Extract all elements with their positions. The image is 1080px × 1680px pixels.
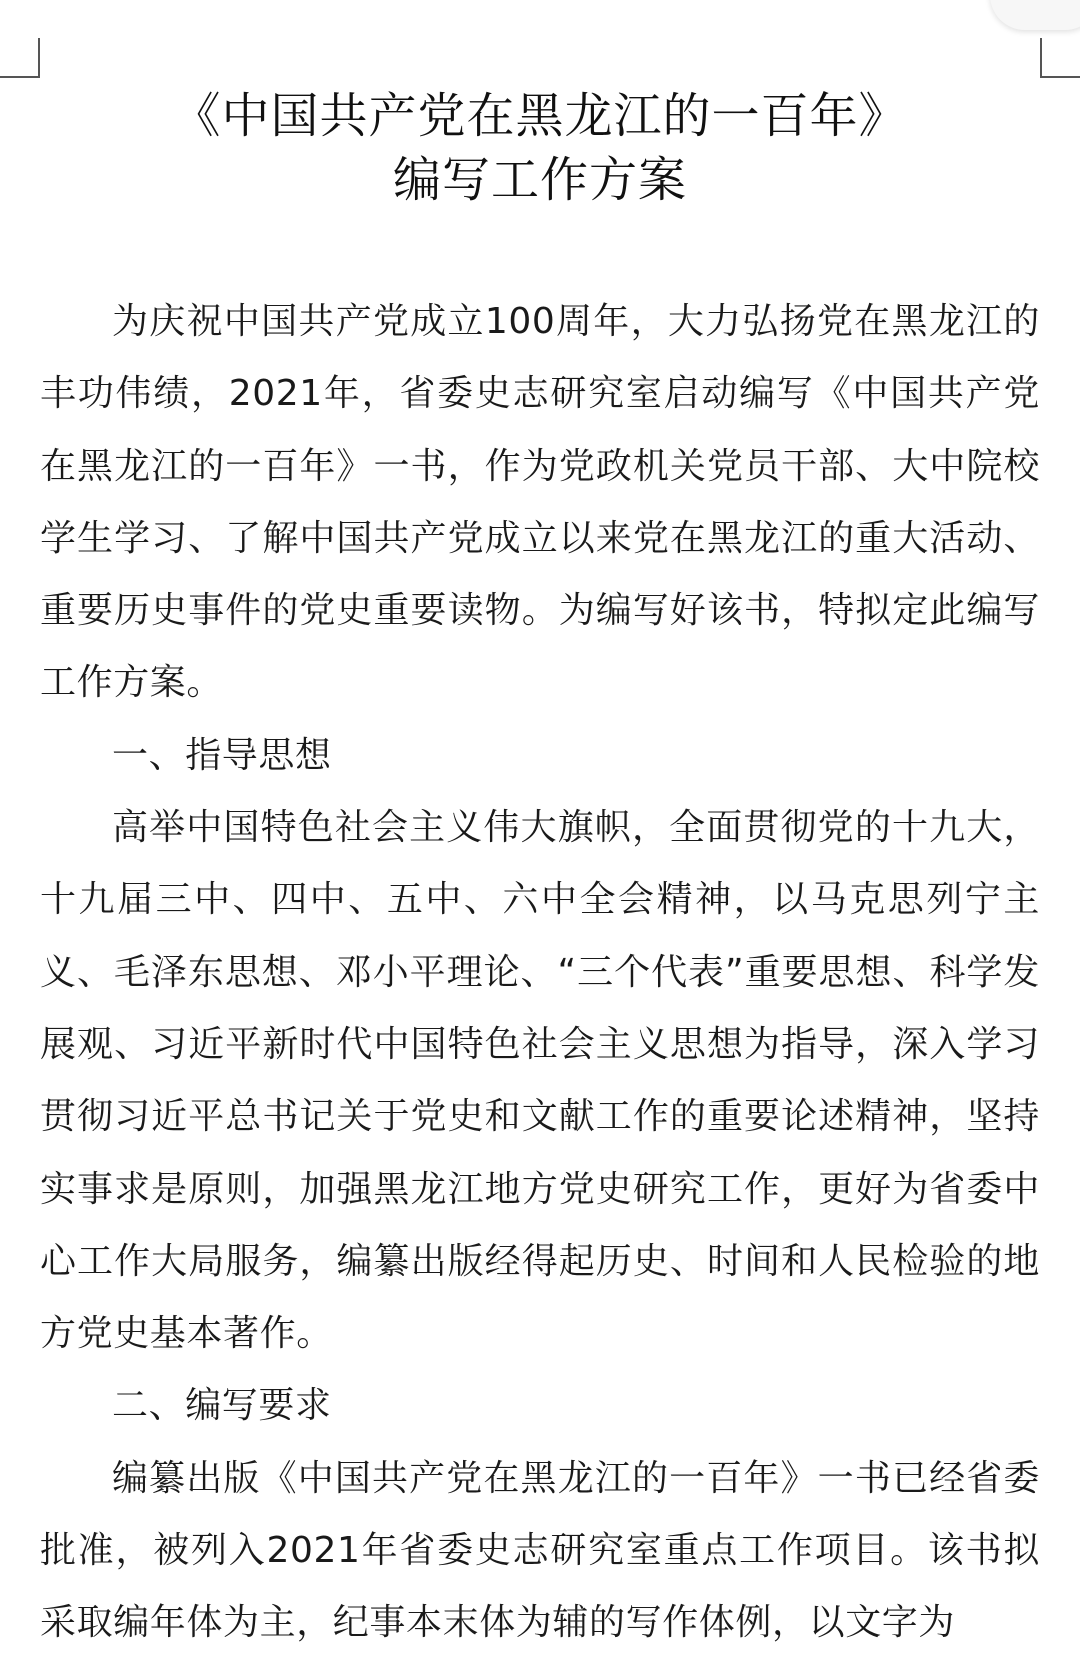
- section-heading-guiding-ideology: 一、指导思想: [112, 734, 332, 776]
- crop-mark-top-right: [1040, 38, 1080, 78]
- document-body: [40, 286, 1040, 1660]
- section-heading-writing-requirements: 二、编写要求: [112, 1385, 332, 1427]
- intro-paragraph: 为庆祝中国共产党成立100周年，大力弘扬党在黑龙江的丰功伟绩，2021年，省委史志研究室启动编写《中国共产党在黑龙江的一百年》一书，作为党政机关党员干部、大中院校学生学习、了解中国共产党成立以来党在黑龙江的重大活动、重要历史事件的党史重要读物。为编写好该书，特拟定此编写工作方案。: [40, 301, 1040, 704]
- title-line-2: 编写工作方案: [392, 152, 687, 208]
- guiding-ideology-paragraph: 高举中国特色社会主义伟大旗帜，全面贯彻党的十九大，十九届三中、四中、五中、六中全会精神，以马克思列宁主义、毛泽东思想、邓小平理论、“三个代表”重要思想、科学发展观、习近平新时代中国特色社会主义思想为指导，深入学习贯彻习近平总书记关于党史和文献工作的重要论述精神，坚持实事求是原则，加强黑龙江地方党史研究工作，更好为省委中心工作大局服务，编纂出版经得起历史、时间和人民检验的地方党史基本著作。: [40, 807, 1040, 1355]
- floating-overlay-edge: [990, 0, 1080, 30]
- writing-requirements-paragraph: 编纂出版《中国共产党在黑龙江的一百年》一书已经省委批准，被列入2021年省委史志研究室重点工作项目。该书拟采取编年体为主，纪事本末体为辅的写作体例，以文字为: [40, 1457, 1040, 1644]
- title-line-1: 《中国共产党在黑龙江的一百年》: [172, 88, 908, 144]
- crop-mark-top-left: [0, 38, 40, 78]
- document-title: [0, 84, 1080, 212]
